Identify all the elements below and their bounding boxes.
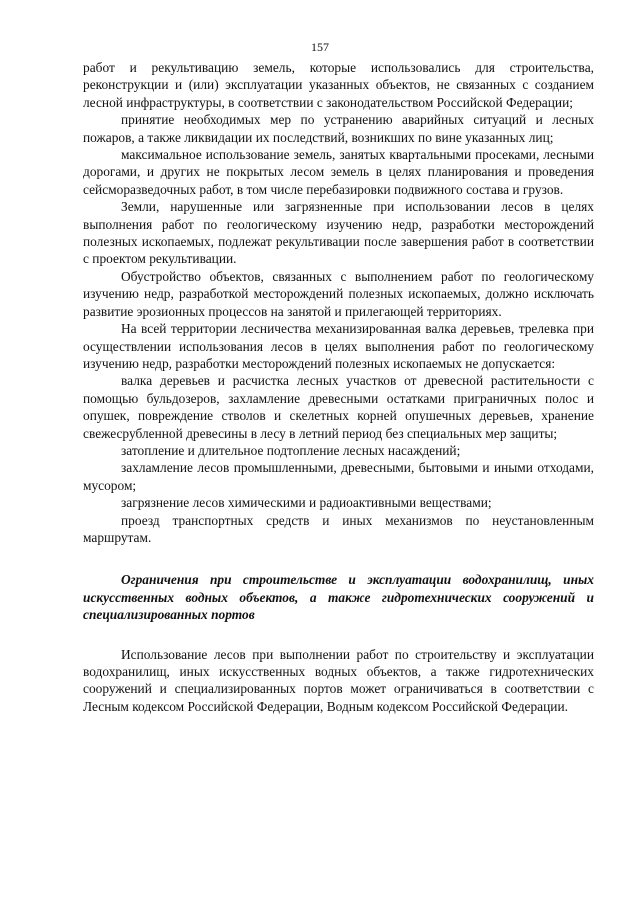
paragraph: Обустройство объектов, связанных с выполнением работ по геологическому изучению недр, разработкой месторождений полезных ископаемых, должно исключать развитие эрозионных процессов на занятой и прилегающей территориях. (83, 268, 594, 319)
list-item-paragraph: захламление лесов промышленными, древесными, бытовыми и иными отходами, мусором; (83, 460, 594, 493)
paragraph: Использование лесов при выполнении работ по строительству и эксплуатации водохранилищ, иных искусственных водных объектов, а также гидротехнических сооружений и специализированных портов может ограничиваться в соответствии с Лесным кодексом Российской Федерации, Водным кодексом Российской Федерации. (83, 646, 594, 714)
list-item-paragraph: загрязнение лесов химическими и радиоактивными веществами; (121, 495, 492, 511)
list-item-paragraph: проезд транспортных средств и иных механизмов по неустановленным маршрутам. (83, 512, 594, 545)
document-body (83, 59, 594, 715)
list-item-paragraph: затопление и длительное подтопление лесных насаждений; (121, 442, 461, 458)
paragraph: На всей территории лесничества механизированная валка деревьев, трелевка при осуществлении использования лесов в целях выполнения работ по геологическому изучению недр, разработки месторождений полезных ископаемых не допускается: (83, 321, 594, 371)
paragraph-continuation: работ и рекультивацию земель, которые использовались для строительства, реконструкции и (или) эксплуатации указанных объектов, не связанных с созданием лесной инфраструктуры, в соответствии с законодательством Российской Федерации; (83, 60, 594, 110)
section-heading: Ограничения при строительстве и эксплуатации водохранилищ, иных искусственных водных объектов, а также гидротехнических сооружений и специализированных портов (83, 572, 594, 623)
paragraph: Земли, нарушенные или загрязненные при использовании лесов в целях выполнения работ по геологическому изучению недр, разработки месторождений полезных ископаемых, подлежат рекультивации после завершения работ в соответствии с проектом рекультивации. (83, 199, 594, 267)
list-item-paragraph: принятие необходимых мер по устранению аварийных ситуаций и лесных пожаров, а также ликвидации их последствий, возникших по вине указанных лиц; (83, 112, 594, 145)
list-item-paragraph: валка деревьев и расчистка лесных участков от древесной растительности с помощью бульдозеров, захламление древесными остатками приграничных полос и опушек, повреждение стволов и скелетных корней опушечных деревьев, хранение свежесрубленной древесины в лесу в летний период без специальных мер защиты; (83, 373, 594, 441)
page-number: 157 (311, 40, 329, 54)
list-item-paragraph: максимальное использование земель, занятых квартальными просеками, лесными дорогами, и других не покрытых лесом земель в целях планирования и проведения сейсморазведочных работ, в том числе перебазировки подвижного состава и грузов. (83, 147, 594, 197)
